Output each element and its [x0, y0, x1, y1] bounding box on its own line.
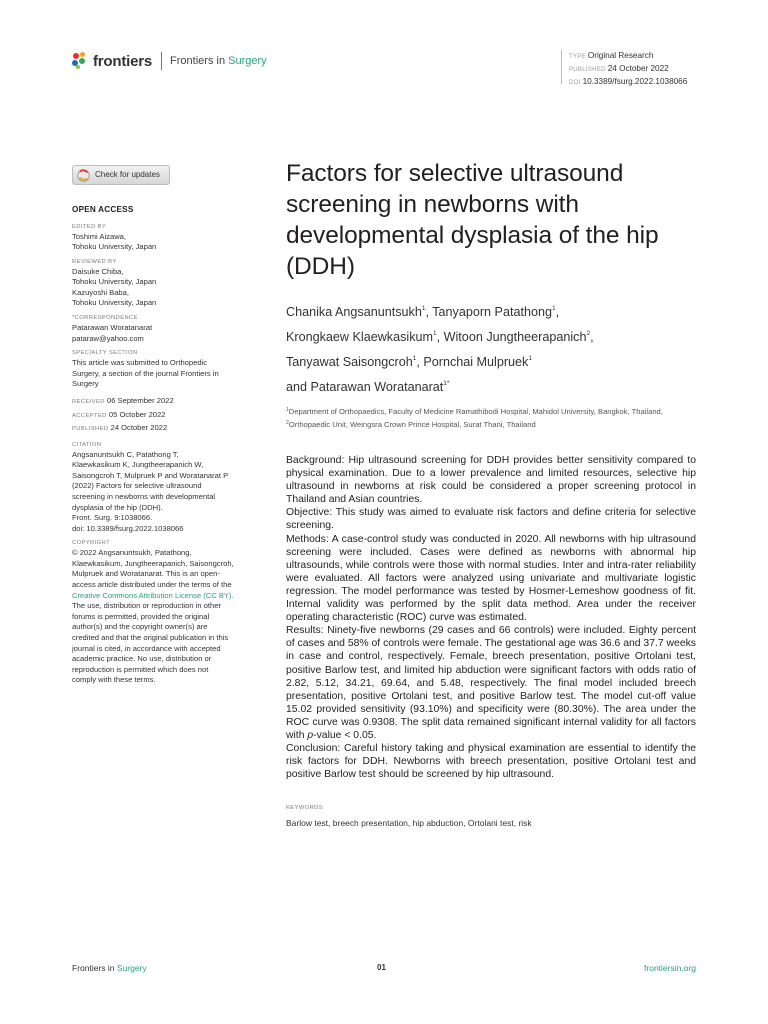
license-link[interactable]: Creative Commons Attribution License (CC BY). [72, 590, 234, 600]
left-sidebar [72, 165, 272, 686]
accepted-date: 05 October 2022 [108, 409, 166, 419]
keywords-label: KEYWORDS [286, 805, 324, 812]
copyright: © 2022 Angsanuntsukh, Patathong, Klaewkasikum, Jungtheerapanich, Saisongcroh, Mulpruek and Woratanarat. This is an open- access article distributed under the terms of the Creative Commons Attribution License (CC BY). The use, distribution or reproduction in other forums is permitted, provided the original author(s) and the copyright owner(s) are credited and that the original publication in this journal is cited, in accordance with accepted academic practice. No use, distribution or reproduction is permitted which does not comply with these terms. [72, 548, 272, 686]
keywords: Barlow test, breech presentation, hip abduction, Ortolani test, risk [286, 818, 532, 829]
correspondence-email[interactable]: pataraw@yahoo.com [72, 333, 144, 343]
correspondence: Patarawan Woratanarat pataraw@yahoo.com [72, 323, 272, 344]
reviewed-by: Daisuke Chiba, Tohoku University, Japan Kazuyoshi Baba, Tohoku University, Japan [72, 266, 157, 308]
author[interactable]: Witoon Jungtheerapanich$^2$ [443, 330, 591, 344]
affiliations: $^1$Department of Orthopaedics, Faculty of Medicine Ramathibodi Hospital, Mahidol University, Bangkok, Thailand, $^2$Orthopaedic Unit, Weingsra Crown Prince Hospital, Surat Thani, Thailand [286, 407, 663, 429]
logo-wordmark: frontiers [93, 52, 153, 70]
frontiers-logo-icon [72, 52, 90, 70]
author[interactable]: Chanika Angsanuntsukh$^1$ [286, 305, 426, 319]
journal-name[interactable]: Frontiers in Surgery [170, 55, 267, 67]
author[interactable]: and Patarawan Woratanarat$^{1*}$ [286, 380, 450, 394]
abstract-methods: Methods: A case-control study was conducted in 2020. All newborns with hip ultrasound screening were included. Cases were defined as newborns with abnormal hip ultrasounds, while controls were those with normal studies. Inter and intra-rater reliability were evaluated. All factors were analyzed using univariate and multivariate logistic regression. The model performance was tested by Hosmer-Lemeshow goodness of fit. Internal validity was performed by the split data method. Area under the receiver operating characteristic (ROC) curve was estimated. [286, 533, 696, 624]
article-type: Original Research [587, 51, 654, 60]
author[interactable]: Krongkaew Klaewkasikum$^1$ [286, 330, 437, 344]
page-header [72, 50, 702, 90]
author-list: Chanika Angsanuntsukh$^1$, Tanyaporn Patathong$^1$, Krongkaew Klaewkasikum$^1$, Witoon Jungtheerapanich$^2$, Tanyawat Saisongcroh$^1$, Pornchai Mulpruek$^1$ and Patarawan Woratanarat$^{1*}$ [286, 305, 594, 394]
published-date-sidebar: 24 October 2022 [110, 423, 168, 433]
author[interactable]: Tanyawat Saisongcroh$^1$ [286, 355, 417, 369]
footer-site-link[interactable]: frontiersin.org [644, 963, 696, 973]
author[interactable]: Tanyaporn Patathong$^1$ [432, 305, 556, 319]
page-number: 01 [377, 963, 386, 972]
article-title: Factors for selective ultrasound screening in newborns with developmental dysplasia of the hip (DDH) [286, 160, 659, 280]
specialty-section-label: SPECIALTY SECTION [72, 350, 138, 357]
abstract-conclusion: Conclusion: Careful history taking and physical examination are essential to identify the risk factors for DDH. Newborns with breech presentation, positive Ortolani test and positive Barlow test should be screened by hip ultrasound. [286, 743, 696, 781]
article-main [286, 158, 696, 828]
received-date: 06 September 2022 [106, 396, 174, 406]
abstract-objective: Objective: This study was aimed to evaluate risk factors and define criteria for selective screening. [286, 507, 696, 532]
copyright-label: COPYRIGHT [72, 540, 111, 547]
author[interactable]: Pornchai Mulpruek$^1$ [423, 355, 532, 369]
abstract [286, 454, 696, 781]
abstract-background: Background: Hip ultrasound screening for DDH provides better sensitivity compared to physical examination. Due to a lower prevalence and limited resources, selective hip ultrasound in newborns at risk could be considered a proper screening protocol in Thailand and Asian countries. [286, 455, 696, 506]
abstract-results: Results: Ninety-five newborns (29 cases and 66 controls) were included. Eighty percent of cases and 58% of controls were female. The gestational age was 36.6 and 37.7 weeks in case and control, respectively. Female, breech presentation, positive Ortolani test, positive Barlow test, and limited hip abduction were significant factors with odds ratio of 2.82, 5.12, 34.21, 69.64, and 5.48, respectively. The final model included breech presentation, positive Ortolani test, and positive Barlow test. The model cut-off value 15.02 provided sensitivity (93.10%) and specificity were (80.30%). The area under the ROC curve was 0.9308. The split data remained significant internal validity for all factors with p-value < 0.05. [286, 625, 696, 741]
edited-by-label: EDITED BY [72, 223, 107, 230]
open-access-label: OPEN ACCESS [72, 205, 134, 214]
check-for-updates-button[interactable]: Check for updates [72, 165, 170, 185]
check-updates-icon [77, 169, 90, 182]
specialty-section: This article was submitted to Orthopedic Surgery, a section of the journal Frontiers in Surgery [72, 358, 219, 389]
logo-divider [161, 52, 162, 70]
doi[interactable]: 10.3389/fsurg.2022.1038066 [582, 77, 688, 86]
edited-by: Toshimi Aizawa, Tohoku University, Japan [72, 231, 157, 252]
article-dates: RECEIVED 06 September 2022 ACCEPTED 05 October 2022 PUBLISHED 24 October 2022 [72, 396, 174, 433]
publisher-logo[interactable] [72, 50, 267, 72]
footer-journal: Frontiers in Surgery [72, 963, 147, 973]
article-meta: TYPE Original Research PUBLISHED 24 October 2022 DOI 10.3389/fsurg.2022.1038066 [561, 50, 687, 84]
correspondence-label: *CORRESPONDENCE [72, 315, 138, 322]
published-date: 24 October 2022 [607, 64, 669, 73]
citation: Angsanuntsukh C, Patathong T, Klaewkasikum K, Jungtheerapanich W, Saisongcroh T, Mulpruek P and Woratanarat P (2022) Factors for selective ultrasound screening in newborns with developmental dysplasia of the hip (DDH). Front. Surg. 9:1038066. doi: 10.3389/fsurg.2022.1038066 [72, 449, 229, 533]
reviewed-by-label: REVIEWED BY [72, 258, 117, 265]
citation-label: CITATION [72, 441, 102, 448]
page-footer [72, 963, 696, 977]
